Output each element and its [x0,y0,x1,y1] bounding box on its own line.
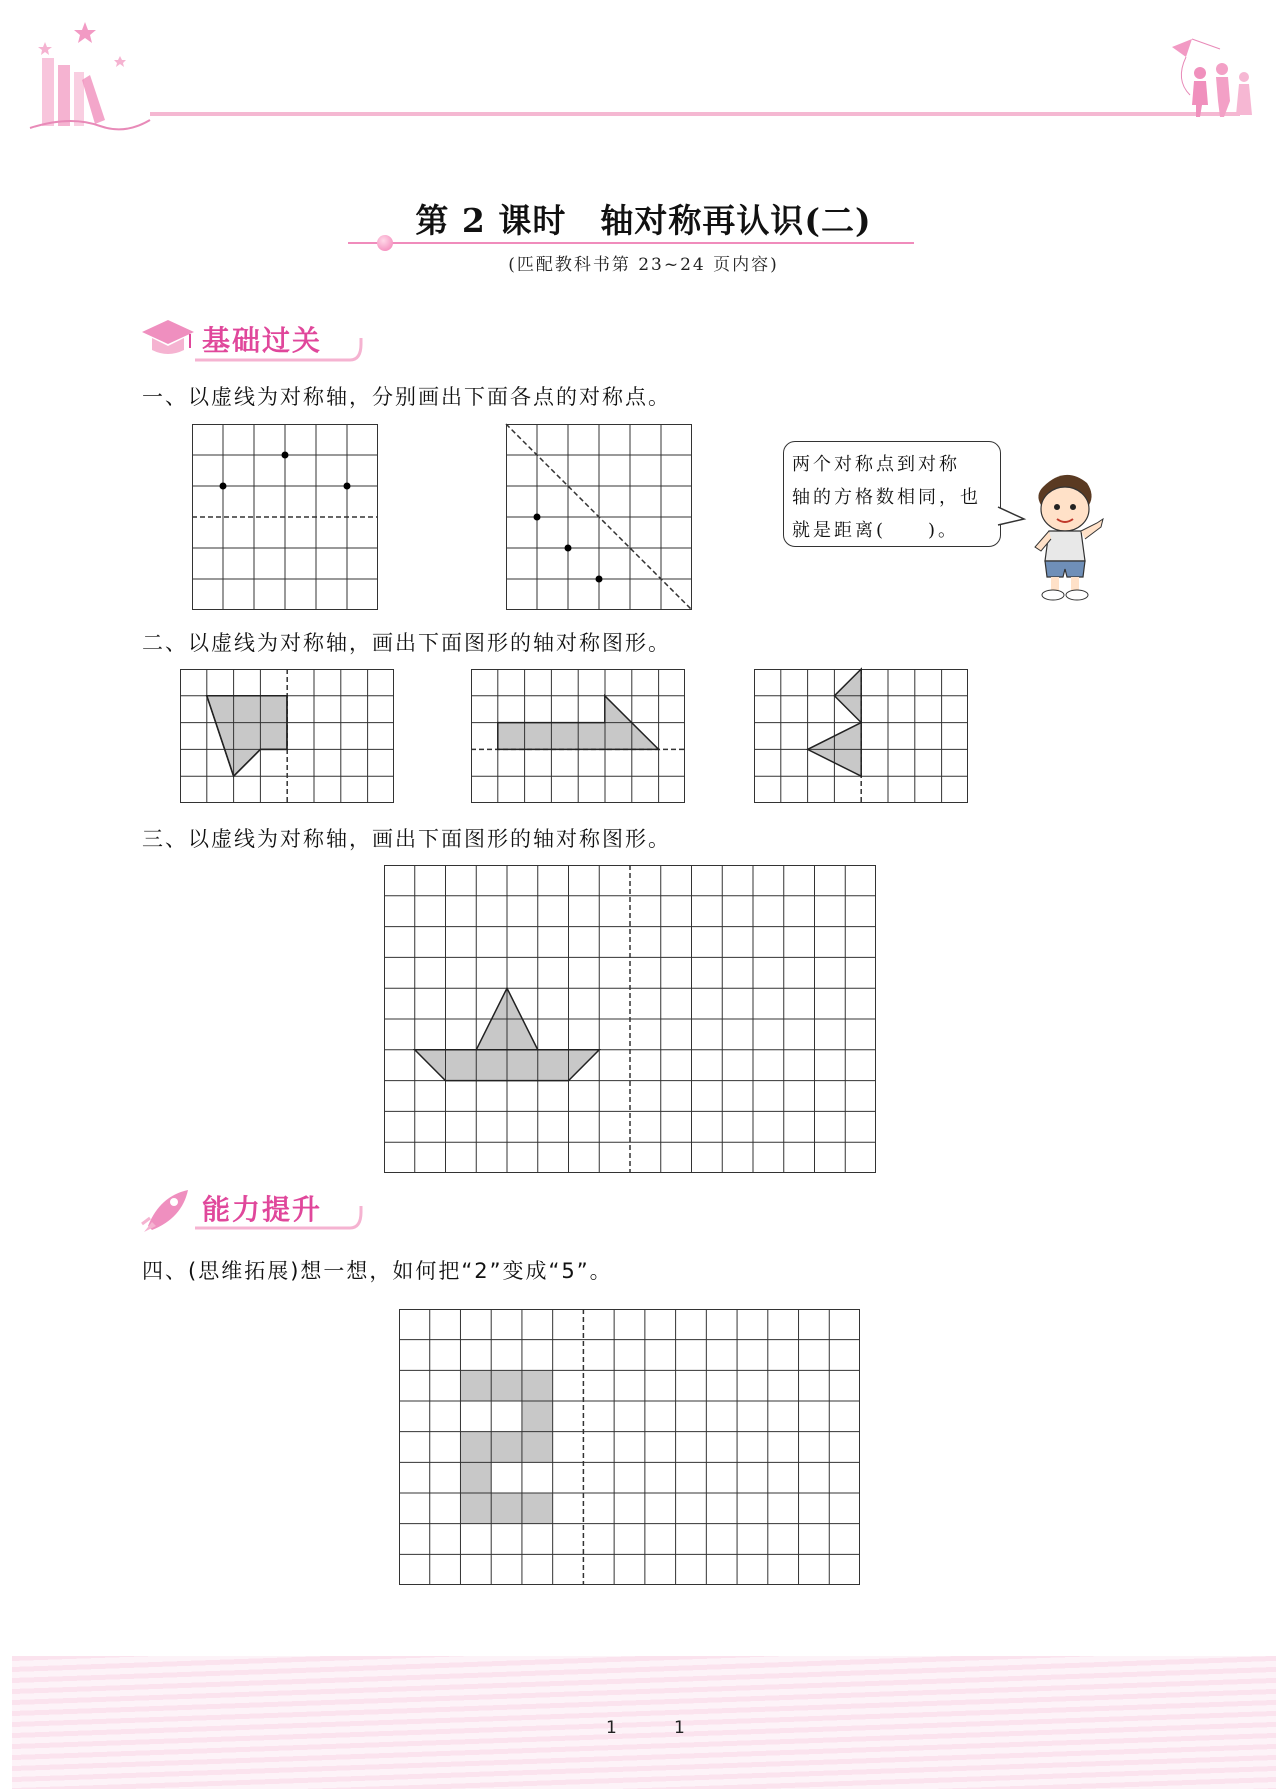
tip-line-3: 就是距离( )。 [792,520,960,541]
page-number-right: 1 [674,1718,685,1738]
header-decoration-icon [30,20,160,135]
page-title: 第 2 课时 轴对称再认识(二) [415,201,872,240]
question-4-text: 四、(思维拓展)想一想，如何把“2”变成“5”。 [142,1259,613,1283]
q3-grid [384,865,876,1173]
question-2-text: 二、以虚线为对称轴，画出下面图形的轴对称图形。 [142,631,671,655]
kite-children-icon [1160,35,1260,120]
q4-digit-two [460,1370,552,1523]
section-advanced-underline [195,1198,370,1233]
q1-grid-b [506,424,692,610]
q4-grid [399,1309,860,1585]
boy-cartoon-icon [1015,465,1115,605]
q2-grid-b [471,669,685,803]
tip-bubble [783,441,1001,547]
question-3-text: 三、以虚线为对称轴，画出下面图形的轴对称图形。 [142,827,671,851]
header-line [150,112,1240,116]
title-underline [348,242,914,244]
section-advanced-title: 能力提升 [202,1193,323,1226]
graduation-cap-icon [140,316,196,360]
section-basic-title: 基础过关 [202,324,323,357]
q2-shape-a [207,696,287,776]
section-basic-underline [195,330,370,365]
footer-band [12,1656,1276,1789]
rocket-icon [140,1186,192,1234]
tip-line-2: 轴的方格数相同，也 [792,487,981,508]
q2-grid-a [180,669,394,803]
tip-line-1: 两个对称点到对称 [792,454,960,475]
question-1-text: 一、以虚线为对称轴，分别画出下面各点的对称点。 [142,385,671,409]
q1-grid-a [192,424,378,610]
title-dot [377,235,393,251]
page-number-left: 1 [606,1718,617,1738]
q2-grid-c [754,669,968,803]
page-subtitle: (匹配教科书第 23~24 页内容) [508,255,779,275]
